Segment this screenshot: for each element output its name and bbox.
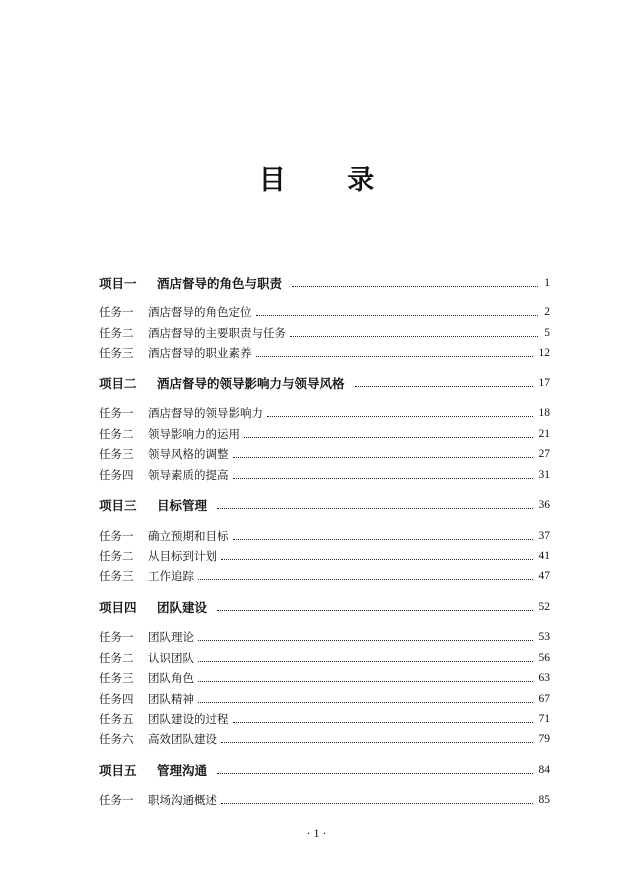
toc-entry-task [99,690,550,708]
entry-page: 1 [544,277,550,289]
dot-leader [198,681,533,682]
entry-page: 36 [538,499,550,511]
entry-number: 任务一 [99,793,134,807]
toc-entry-task [99,791,550,809]
entry-title: 工作追踪 [148,569,194,583]
toc-entry-task [99,710,550,728]
entry-number: 项目二 [99,376,137,391]
dot-leader [290,336,538,337]
dot-leader [233,457,533,458]
toc-entry-task [99,303,550,321]
dot-leader [198,640,533,641]
toc-entry-task [99,404,550,422]
entry-page: 71 [538,713,550,725]
entry-title: 团队角色 [148,671,194,685]
entry-number: 任务二 [99,549,134,563]
entry-title: 领导素质的提高 [148,468,229,482]
entry-page: 67 [538,693,550,705]
entry-title: 酒店督导的职业素养 [148,346,252,360]
dot-leader [233,478,533,479]
entry-title: 酒店督导的角色与职责 [157,276,283,291]
toc-title: 目 录 [258,165,401,196]
entry-page: 63 [538,672,550,684]
entry-title: 酒店督导的领导影响力 [148,406,263,420]
dot-leader [221,559,533,560]
entry-title: 领导影响力的运用 [148,427,240,441]
entry-page: 85 [538,794,550,806]
dot-leader [198,579,533,580]
dot-leader [233,539,533,540]
entry-page: 79 [538,733,550,745]
dot-leader [198,661,533,662]
dot-leader [355,386,533,387]
entry-page: 56 [538,652,550,664]
entry-title: 团队理论 [148,630,194,644]
dot-leader [256,315,539,316]
dot-leader [221,742,533,743]
dot-leader [233,722,533,723]
entry-page: 21 [538,428,550,440]
entry-title: 确立预期和目标 [148,529,229,543]
entry-title: 酒店督导的主要职责与任务 [148,326,286,340]
entry-number: 任务三 [99,671,134,685]
entry-page: 5 [544,327,550,339]
entry-page: 41 [538,550,550,562]
entry-number: 项目三 [99,498,137,513]
entry-number: 任务一 [99,406,134,420]
entry-number: 任务三 [99,447,134,461]
entry-number: 任务一 [99,630,134,644]
entry-number: 任务三 [99,569,134,583]
entry-number: 任务四 [99,468,134,482]
toc-entry-task [99,324,550,342]
entry-title: 目标管理 [157,498,208,513]
entry-page: 27 [538,448,550,460]
entry-page: 47 [538,570,550,582]
toc-entry-task [99,466,550,484]
entry-page: 17 [538,377,550,389]
entry-title: 从目标到计划 [148,549,217,563]
entry-title: 酒店督导的领导影响力与领导风格 [157,376,345,391]
toc-entry-task [99,669,550,687]
entry-number: 任务三 [99,346,134,360]
entry-title: 团队建设 [157,600,208,615]
entry-title: 团队建设的过程 [148,712,229,726]
entry-title: 认识团队 [148,651,194,665]
entry-number: 任务五 [99,712,134,726]
toc-entry-task [99,649,550,667]
toc-entry-task [99,730,550,748]
entry-title: 职场沟通概述 [148,793,217,807]
dot-leader [267,416,533,417]
entry-number: 项目五 [99,763,137,778]
entry-number: 任务一 [99,529,134,543]
dot-leader [292,286,538,287]
dot-leader [217,610,532,611]
toc-entry-project [99,496,550,514]
toc-entry-task [99,445,550,463]
dot-leader [217,508,532,509]
entry-page: 12 [538,347,550,359]
entry-number: 任务四 [99,692,134,706]
toc-entry-task [99,628,550,646]
toc-entry-project [99,374,550,392]
toc-entry-task [99,425,550,443]
entry-page: 37 [538,530,550,542]
toc-entry-task [99,547,550,565]
toc-entry-project [99,274,550,292]
entry-number: 任务六 [99,732,134,746]
entry-title: 高效团队建设 [148,732,217,746]
toc-entry-project [99,761,550,779]
entry-page: 84 [538,764,550,776]
entry-number: 任务一 [99,305,134,319]
toc-entry-task [99,344,550,362]
toc-entry-task [99,567,550,585]
entry-page: 52 [538,601,550,613]
entry-number: 任务二 [99,427,134,441]
dot-leader [198,702,533,703]
entry-page: 53 [538,631,550,643]
toc-entry-task [99,527,550,545]
entry-page: 2 [544,306,550,318]
entry-page: 18 [538,407,550,419]
entry-title: 酒店督导的角色定位 [148,305,252,319]
entry-title: 领导风格的调整 [148,447,229,461]
entry-page: 31 [538,469,550,481]
dot-leader [244,437,533,438]
entry-number: 项目四 [99,600,137,615]
dot-leader [217,773,532,774]
dot-leader [221,803,533,804]
entry-title: 团队精神 [148,692,194,706]
toc-entry-project [99,598,550,616]
entry-number: 项目一 [99,276,137,291]
entry-title: 管理沟通 [157,763,208,778]
dot-leader [256,356,533,357]
page-number: · 1 · [306,826,327,840]
entry-number: 任务二 [99,326,134,340]
entry-number: 任务二 [99,651,134,665]
